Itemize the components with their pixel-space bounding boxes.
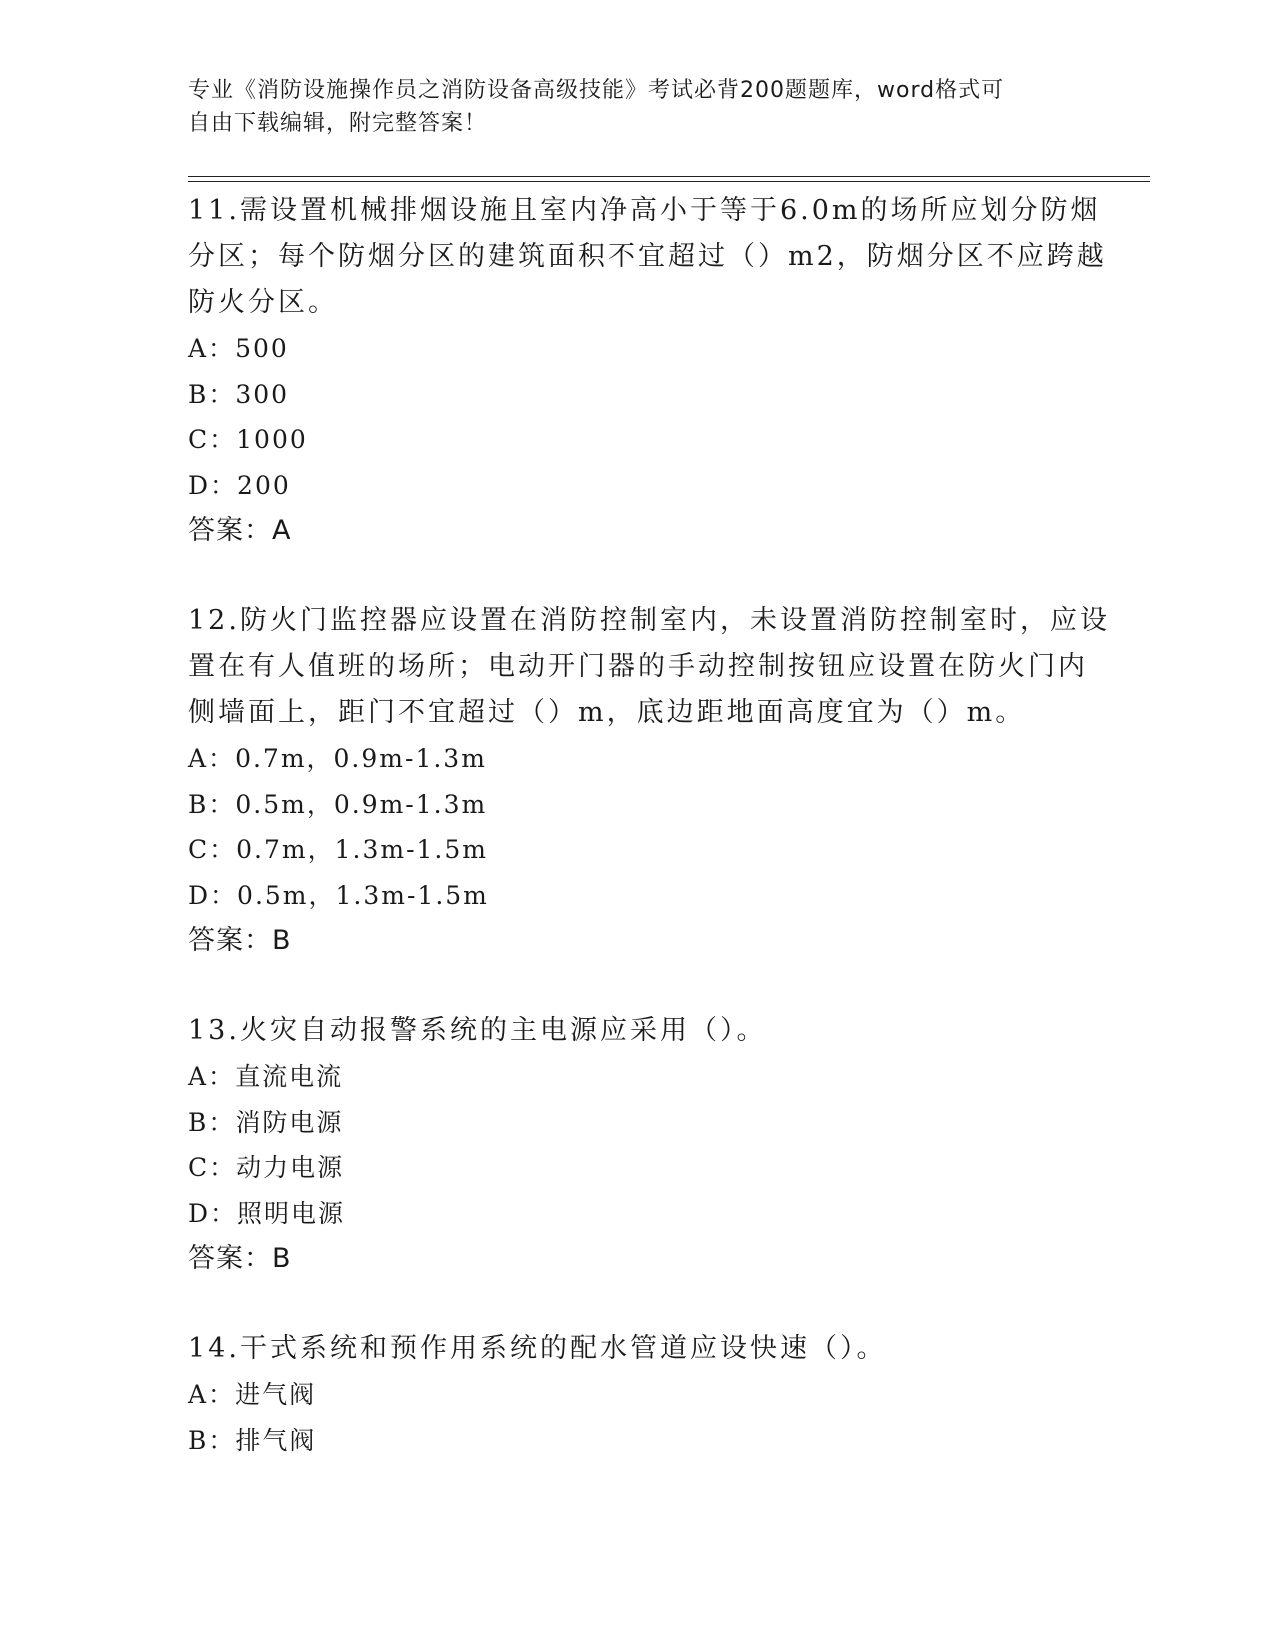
answer-line: 答案：B [188,925,292,956]
option-a [188,326,1088,372]
option-letter: B： [188,789,236,819]
option-text: 进气阀 [235,1380,317,1409]
option-letter: C： [188,425,237,454]
stem-line: 11.需设置机械排烟设施且室内净高小于等于6.0m的场所应划分防烟 [188,195,1101,226]
option-b [188,1100,1088,1146]
question-stem [188,188,1107,326]
option-text: 200 [237,470,291,500]
option-text: 0.7m，0.9m-1.3m [235,744,487,773]
question-stem [188,1326,1088,1372]
option-text: 0.5m，0.9m-1.3m [235,789,488,819]
question-13 [188,1008,1088,1282]
option-b [188,1418,1088,1464]
option-text: 照明电源 [237,1198,346,1228]
option-letter: B： [188,1107,236,1137]
option-letter: D： [188,1198,238,1228]
option-a [188,1054,1088,1100]
option-b [188,782,1088,828]
option-text: 排气阀 [235,1425,317,1455]
option-letter: C： [188,1153,237,1182]
stem-line: 侧墙面上，距门不宜超过（）m，底边距地面高度宜为（）m。 [188,697,1026,728]
option-c [188,417,1088,463]
stem-line: 13.火灾自动报警系统的主电源应采用（）。 [188,1015,767,1046]
option-d [188,463,1088,509]
option-d [188,873,1088,919]
header-line: 自由下载编辑，附完整答案！ [188,111,488,136]
header-line: 专业《消防设施操作员之消防设备高级技能》考试必背200题题库，word格式可 [188,78,1005,103]
document-header [188,74,1068,140]
option-letter: D： [188,880,238,910]
answer-line: 答案：A [188,515,292,546]
option-letter: B： [188,1425,236,1455]
question-14 [188,1326,1088,1463]
option-letter: A： [188,744,236,773]
option-letter: A： [188,1062,236,1091]
stem-line: 14.干式系统和预作用系统的配水管道应设快速（）。 [188,1333,887,1364]
header-divider-top [188,176,1150,177]
option-a [188,1372,1088,1418]
question-spacer [188,964,1088,1008]
option-a [188,736,1088,782]
option-text: 直流电流 [235,1062,344,1091]
option-c [188,827,1088,873]
header-divider-bottom [188,181,1150,182]
option-text: 300 [235,379,290,409]
option-text: 0.7m，1.3m-1.5m [236,835,488,864]
stem-line: 分区；每个防烟分区的建筑面积不宜超过（）m2，防烟分区不应跨越 [188,241,1107,272]
option-text: 500 [235,334,289,363]
question-11 [188,188,1107,554]
option-letter: D： [188,470,238,500]
question-spacer [188,1282,1088,1326]
question-spacer [188,554,1088,598]
option-letter: A： [188,1380,236,1409]
option-letter: A： [188,334,236,363]
option-text: 动力电源 [236,1153,345,1182]
stem-line: 置在有人值班的场所；电动开门器的手动控制按钮应设置在防火门内 [188,651,1088,682]
option-c [188,1145,1088,1191]
answer-line: 答案：B [188,1243,292,1274]
question-12 [188,598,1110,964]
stem-line: 防火分区。 [188,287,338,318]
question-stem [188,1008,1088,1054]
question-stem [188,598,1110,736]
option-text: 消防电源 [235,1107,344,1137]
stem-line: 12.防火门监控器应设置在消防控制室内，未设置消防控制室时，应设 [188,605,1110,636]
option-d [188,1191,1088,1237]
option-letter: C： [188,835,237,864]
option-letter: B： [188,379,236,409]
option-b [188,372,1088,418]
option-text: 1000 [236,425,308,454]
option-text: 0.5m，1.3m-1.5m [237,880,489,910]
question-list [188,188,1110,1463]
